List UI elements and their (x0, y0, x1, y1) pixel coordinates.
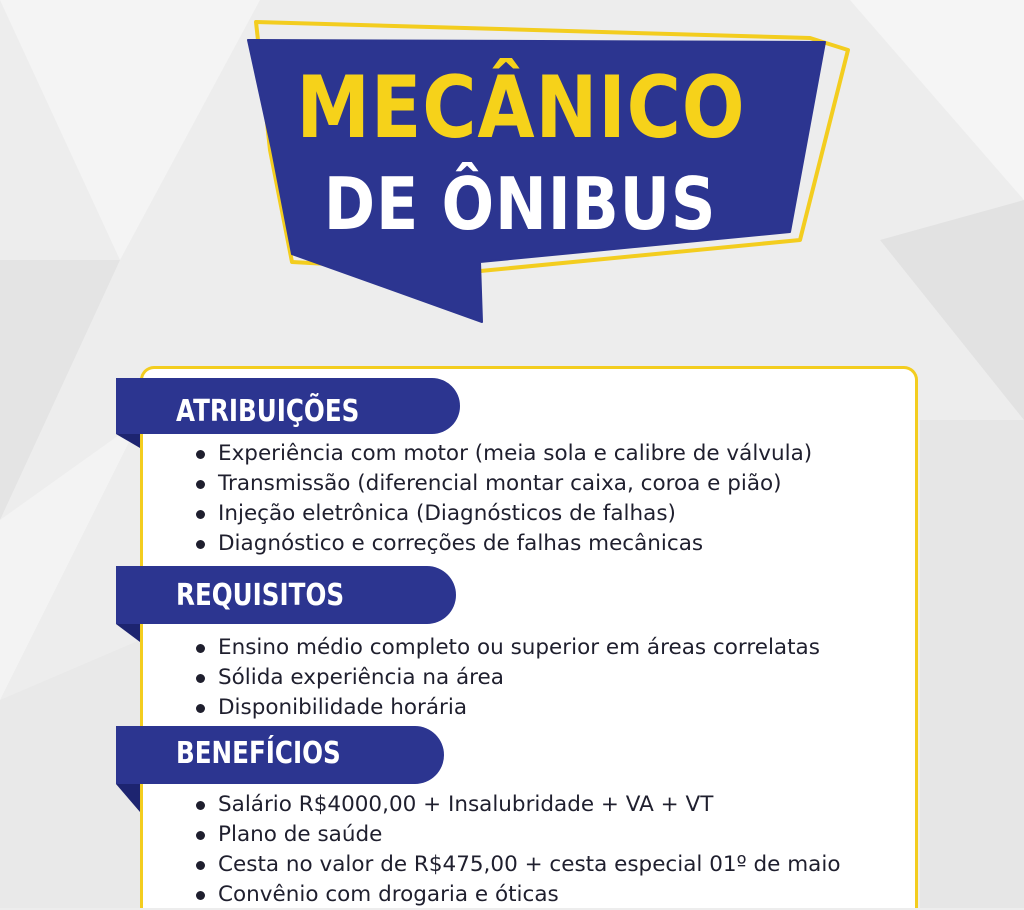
bullet-icon (196, 831, 205, 840)
list-item: Disponibilidade horária (192, 693, 820, 723)
list-item: Convênio com drogaria e óticas (192, 880, 840, 910)
bullet-icon (196, 674, 205, 683)
list-item: Sólida experiência na área (192, 663, 820, 693)
requisitos-list (192, 633, 820, 723)
list-item: Cesta no valor de R$475,00 + cesta especial 01º de maio (192, 850, 840, 880)
section-title: ATRIBUIÇÕES (176, 394, 360, 429)
list-item: Injeção eletrônica (Diagnósticos de falhas) (192, 499, 812, 529)
section-tab-requisitos (116, 566, 456, 622)
title-line-1: MECÂNICO (296, 58, 746, 158)
bullet-icon (196, 480, 205, 489)
list-item: Ensino médio completo ou superior em áreas correlatas (192, 633, 820, 663)
list-item: Plano de saúde (192, 820, 840, 850)
bullet-icon (196, 801, 205, 810)
bullet-icon (196, 510, 205, 519)
bullet-icon (196, 891, 205, 900)
title-line-2: DE ÔNIBUS (323, 162, 717, 246)
section-title: REQUISITOS (176, 578, 345, 613)
atribuicoes-list (192, 439, 812, 559)
section-tab-atribuicoes (116, 378, 460, 434)
beneficios-list (192, 790, 840, 910)
list-item: Experiência com motor (meia sola e calibre de válvula) (192, 439, 812, 469)
bullet-icon (196, 861, 205, 870)
list-item: Salário R$4000,00 + Insalubridade + VA + VT (192, 790, 840, 820)
bullet-icon (196, 540, 205, 549)
bullet-icon (196, 704, 205, 713)
section-tab-beneficios (116, 726, 444, 782)
list-item: Diagnóstico e correções de falhas mecânicas (192, 529, 812, 559)
bullet-icon (196, 644, 205, 653)
section-title: BENEFÍCIOS (176, 736, 341, 771)
bullet-icon (196, 450, 205, 459)
list-item: Transmissão (diferencial montar caixa, coroa e pião) (192, 469, 812, 499)
